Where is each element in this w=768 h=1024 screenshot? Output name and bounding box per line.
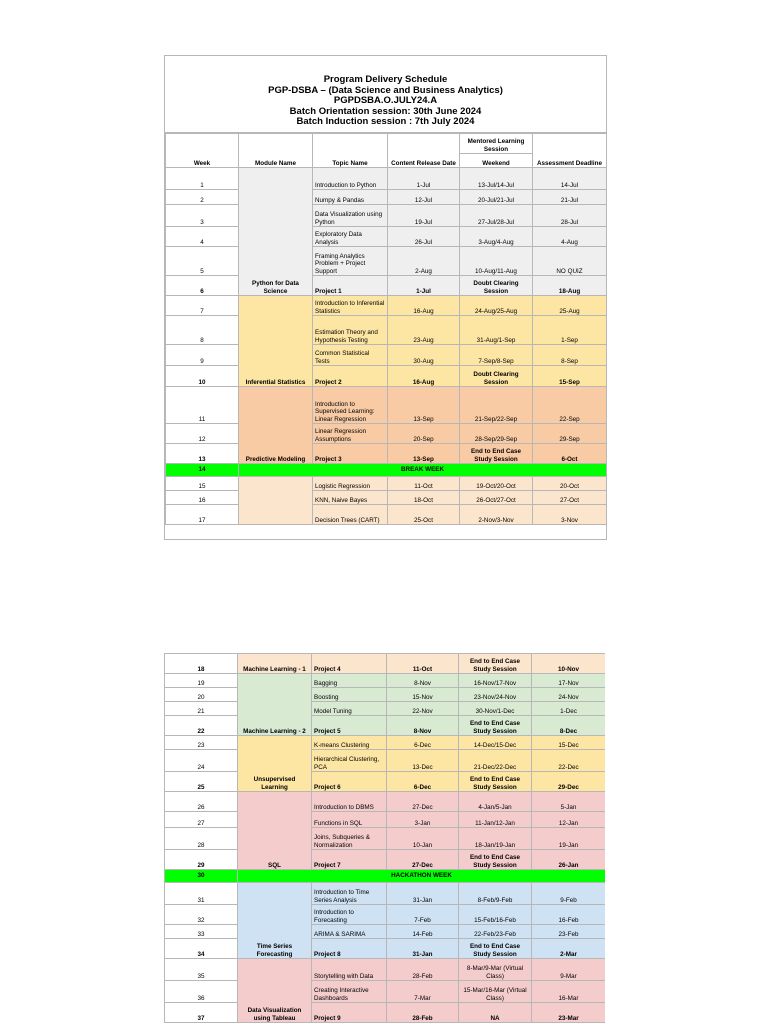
release-cell: 8-Nov xyxy=(387,674,459,688)
release-cell: 31-Jan xyxy=(387,939,459,959)
release-cell: 15-Nov xyxy=(387,688,459,702)
topic-cell: K-means Clustering xyxy=(312,736,387,750)
week-cell: 32 xyxy=(165,905,238,925)
module-ml1-continued xyxy=(239,477,313,525)
topic-cell: Storytelling with Data xyxy=(312,959,387,981)
hackathon-week-label: HACKATHON WEEK xyxy=(238,870,606,883)
weekend-cell: End to End Case Study Session xyxy=(460,444,533,464)
weekend-cell: 2-Nov/3-Nov xyxy=(460,505,533,525)
weekend-cell: 15-Mar/16-Mar (Virtual Class) xyxy=(459,981,532,1003)
deadline-cell: 22-Dec xyxy=(532,750,606,772)
module-unsupervised: Unsupervised Learning xyxy=(238,736,312,792)
topic-cell: Project 2 xyxy=(313,366,388,387)
release-cell: 6-Dec xyxy=(387,736,459,750)
release-cell: 20-Sep xyxy=(388,424,460,444)
deadline-cell: 20-Oct xyxy=(533,477,607,491)
week-cell: 16 xyxy=(166,491,239,505)
weekend-cell: 22-Feb/23-Feb xyxy=(459,925,532,939)
schedule-table-2 xyxy=(164,653,605,1023)
break-week-label: BREAK WEEK xyxy=(239,464,607,477)
deadline-cell: 12-Jan xyxy=(532,812,606,828)
release-cell: 7-Mar xyxy=(387,981,459,1003)
topic-cell: Common Statistical Tests xyxy=(313,345,388,366)
module-inferential: Inferential Statistics xyxy=(239,296,313,387)
release-cell: 11-Oct xyxy=(387,654,459,674)
deadline-cell: 27-Oct xyxy=(533,491,607,505)
schedule-title-block xyxy=(165,56,606,133)
week-cell: 5 xyxy=(166,247,239,276)
weekend-cell: Doubt Clearing Session xyxy=(460,276,533,296)
week-cell: 26 xyxy=(165,792,238,812)
release-cell: 1-Jul xyxy=(388,276,460,296)
release-cell: 22-Nov xyxy=(387,702,459,716)
deadline-cell: 21-Jul xyxy=(533,190,607,205)
weekend-cell: 8-Feb/9-Feb xyxy=(459,883,532,905)
deadline-cell: 1-Dec xyxy=(532,702,606,716)
topic-cell: Boosting xyxy=(312,688,387,702)
week-cell: 14 xyxy=(166,464,239,477)
weekend-cell: End to End Case Study Session xyxy=(459,772,532,792)
topic-cell: Introduction to Inferential Statistics xyxy=(313,296,388,316)
deadline-cell: 10-Nov xyxy=(532,654,606,674)
header-topic: Topic Name xyxy=(313,134,388,168)
title-line-2: PGP-DSBA – (Data Science and Business Analytics) xyxy=(268,84,503,96)
deadline-cell: 14-Jul xyxy=(533,168,607,190)
topic-cell: Project 5 xyxy=(312,716,387,736)
deadline-cell: 1-Sep xyxy=(533,316,607,345)
release-cell: 13-Sep xyxy=(388,444,460,464)
weekend-cell: 11-Jan/12-Jan xyxy=(459,812,532,828)
week-cell: 17 xyxy=(166,505,239,525)
weekend-cell: End to End Case Study Session xyxy=(459,850,532,870)
topic-cell: Hierarchical Clustering, PCA xyxy=(312,750,387,772)
header-release: Content Release Date xyxy=(388,134,460,168)
header-week: Week xyxy=(166,134,239,168)
header-mentored: Mentored Learning Session xyxy=(460,134,533,154)
week-cell: 4 xyxy=(166,227,239,247)
release-cell: 31-Jan xyxy=(387,883,459,905)
week-cell: 28 xyxy=(165,828,238,850)
topic-cell: Creating Interactive Dashboards xyxy=(312,981,387,1003)
week-cell: 9 xyxy=(166,345,239,366)
week-cell: 15 xyxy=(166,477,239,491)
title-line-5: Batch Induction session : 7th July 2024 xyxy=(296,116,475,128)
release-cell: 18-Oct xyxy=(388,491,460,505)
deadline-cell: 23-Feb xyxy=(532,925,606,939)
topic-cell: Framing Analytics Problem + Project Support xyxy=(313,247,388,276)
weekend-cell: 31-Aug/1-Sep xyxy=(460,316,533,345)
week-cell: 29 xyxy=(165,850,238,870)
title-line-3: PGPDSBA.O.JULY24.A xyxy=(333,95,438,107)
deadline-cell: 22-Sep xyxy=(533,387,607,424)
release-cell: 14-Feb xyxy=(387,925,459,939)
release-cell: 28-Feb xyxy=(387,959,459,981)
topic-cell: Introduction to Forecasting xyxy=(312,905,387,925)
deadline-cell: 29-Sep xyxy=(533,424,607,444)
week-cell: 35 xyxy=(165,959,238,981)
week-cell: 37 xyxy=(165,1003,238,1023)
deadline-cell: 6-Oct xyxy=(533,444,607,464)
week-cell: 19 xyxy=(165,674,238,688)
weekend-cell: End to End Case Study Session xyxy=(459,654,532,674)
schedule-page-1 xyxy=(164,55,607,540)
week-cell: 27 xyxy=(165,812,238,828)
topic-cell: Project 6 xyxy=(312,772,387,792)
week-cell: 33 xyxy=(165,925,238,939)
week-cell: 31 xyxy=(165,883,238,905)
topic-cell: Introduction to Time Series Analysis xyxy=(312,883,387,905)
deadline-cell: 26-Jan xyxy=(532,850,606,870)
weekend-cell: 20-Jul/21-Jul xyxy=(460,190,533,205)
week-cell: 20 xyxy=(165,688,238,702)
topic-cell: Project 7 xyxy=(312,850,387,870)
weekend-cell: 26-Oct/27-Oct xyxy=(460,491,533,505)
deadline-cell: 16-Feb xyxy=(532,905,606,925)
release-cell: 2-Aug xyxy=(388,247,460,276)
deadline-cell: 15-Dec xyxy=(532,736,606,750)
week-cell: 18 xyxy=(165,654,238,674)
release-cell: 28-Feb xyxy=(387,1003,459,1023)
topic-cell: Project 3 xyxy=(313,444,388,464)
deadline-cell: 9-Mar xyxy=(532,959,606,981)
topic-cell: Introduction to Supervised Learning: Linear Regression xyxy=(313,387,388,424)
release-cell: 12-Jul xyxy=(388,190,460,205)
topic-cell: Project 9 xyxy=(312,1003,387,1023)
release-cell: 16-Aug xyxy=(388,366,460,387)
release-cell: 30-Aug xyxy=(388,345,460,366)
release-cell: 23-Aug xyxy=(388,316,460,345)
weekend-cell: 21-Dec/22-Dec xyxy=(459,750,532,772)
weekend-cell: 4-Jan/5-Jan xyxy=(459,792,532,812)
deadline-cell: 18-Aug xyxy=(533,276,607,296)
module-time-series: Time Series Forecasting xyxy=(238,883,312,959)
topic-cell: ARIMA & SARIMA xyxy=(312,925,387,939)
topic-cell: Linear Regression Assumptions xyxy=(313,424,388,444)
weekend-cell: 10-Aug/11-Aug xyxy=(460,247,533,276)
deadline-cell: 25-Aug xyxy=(533,296,607,316)
topic-cell: Functions in SQL xyxy=(312,812,387,828)
topic-cell: Exploratory Data Analysis xyxy=(313,227,388,247)
week-cell: 3 xyxy=(166,205,239,227)
deadline-cell: 9-Feb xyxy=(532,883,606,905)
weekend-cell: End to End Case Study Session xyxy=(459,939,532,959)
weekend-cell: 30-Nov/1-Dec xyxy=(459,702,532,716)
release-cell: 1-Jul xyxy=(388,168,460,190)
release-cell: 8-Nov xyxy=(387,716,459,736)
weekend-cell: 24-Aug/25-Aug xyxy=(460,296,533,316)
release-cell: 27-Dec xyxy=(387,850,459,870)
week-cell: 12 xyxy=(166,424,239,444)
topic-cell: Numpy & Pandas xyxy=(313,190,388,205)
week-cell: 2 xyxy=(166,190,239,205)
topic-cell: Joins, Subqueries & Normalization xyxy=(312,828,387,850)
title-line-4: Batch Orientation session: 30th June 2024 xyxy=(289,105,482,117)
week-cell: 7 xyxy=(166,296,239,316)
release-cell: 25-Oct xyxy=(388,505,460,525)
module-python: Python for Data Science xyxy=(239,168,313,296)
weekend-cell: 23-Nov/24-Nov xyxy=(459,688,532,702)
release-cell: 6-Dec xyxy=(387,772,459,792)
release-cell: 26-Jul xyxy=(388,227,460,247)
schedule-page-2 xyxy=(164,653,605,1024)
release-cell: 3-Jan xyxy=(387,812,459,828)
weekend-cell: 14-Dec/15-Dec xyxy=(459,736,532,750)
release-cell: 13-Dec xyxy=(387,750,459,772)
week-cell: 8 xyxy=(166,316,239,345)
weekend-cell: 16-Nov/17-Nov xyxy=(459,674,532,688)
release-cell: 27-Dec xyxy=(387,792,459,812)
topic-cell: Model Tuning xyxy=(312,702,387,716)
deadline-cell: 15-Sep xyxy=(533,366,607,387)
week-cell: 34 xyxy=(165,939,238,959)
week-cell: 10 xyxy=(166,366,239,387)
week-cell: 23 xyxy=(165,736,238,750)
release-cell: 16-Aug xyxy=(388,296,460,316)
weekend-cell: 15-Feb/16-Feb xyxy=(459,905,532,925)
week-cell: 13 xyxy=(166,444,239,464)
week-cell: 25 xyxy=(165,772,238,792)
deadline-cell: 28-Jul xyxy=(533,205,607,227)
module-ml1: Machine Learning - 1 xyxy=(238,654,312,674)
schedule-table-1 xyxy=(165,133,607,525)
topic-cell: Bagging xyxy=(312,674,387,688)
weekend-cell: 7-Sep/8-Sep xyxy=(460,345,533,366)
release-cell: 19-Jul xyxy=(388,205,460,227)
week-cell: 11 xyxy=(166,387,239,424)
weekend-cell: Doubt Clearing Session xyxy=(460,366,533,387)
weekend-cell: 3-Aug/4-Aug xyxy=(460,227,533,247)
week-cell: 1 xyxy=(166,168,239,190)
topic-cell: Project 4 xyxy=(312,654,387,674)
header-weekend: Weekend xyxy=(460,154,533,168)
deadline-cell: 16-Mar xyxy=(532,981,606,1003)
deadline-cell: 8-Sep xyxy=(533,345,607,366)
deadline-cell: 8-Dec xyxy=(532,716,606,736)
deadline-cell: 23-Mar xyxy=(532,1003,606,1023)
weekend-cell: 8-Mar/9-Mar (Virtual Class) xyxy=(459,959,532,981)
topic-cell: Project 1 xyxy=(313,276,388,296)
week-cell: 24 xyxy=(165,750,238,772)
week-cell: 21 xyxy=(165,702,238,716)
week-cell: 22 xyxy=(165,716,238,736)
topic-cell: Introduction to Python xyxy=(313,168,388,190)
weekend-cell: 19-Oct/20-Oct xyxy=(460,477,533,491)
weekend-cell: 13-Jul/14-Jul xyxy=(460,168,533,190)
deadline-cell: 4-Aug xyxy=(533,227,607,247)
topic-cell: Logistic Regression xyxy=(313,477,388,491)
deadline-cell: 17-Nov xyxy=(532,674,606,688)
deadline-cell: 19-Jan xyxy=(532,828,606,850)
module-ml2: Machine Learning - 2 xyxy=(238,674,312,736)
topic-cell: Data Visualization using Python xyxy=(313,205,388,227)
release-cell: 7-Feb xyxy=(387,905,459,925)
topic-cell: KNN, Naive Bayes xyxy=(313,491,388,505)
deadline-cell: 2-Mar xyxy=(532,939,606,959)
deadline-cell: 24-Nov xyxy=(532,688,606,702)
title-line-1: Program Delivery Schedule xyxy=(323,74,448,85)
deadline-cell: 29-Dec xyxy=(532,772,606,792)
release-cell: 11-Oct xyxy=(388,477,460,491)
deadline-cell: 3-Nov xyxy=(533,505,607,525)
topic-cell: Decision Trees (CART) xyxy=(313,505,388,525)
header-module: Module Name xyxy=(239,134,313,168)
module-predictive: Predictive Modeling xyxy=(239,387,313,464)
module-data-viz: Data Visualization using Tableau xyxy=(238,959,312,1023)
header-deadline: Assessment Deadline xyxy=(533,134,607,168)
weekend-cell: 21-Sep/22-Sep xyxy=(460,387,533,424)
weekend-cell: 27-Jul/28-Jul xyxy=(460,205,533,227)
deadline-cell: 5-Jan xyxy=(532,792,606,812)
weekend-cell: 28-Sep/29-Sep xyxy=(460,424,533,444)
week-cell: 30 xyxy=(165,870,238,883)
deadline-cell: NO QUIZ xyxy=(533,247,607,276)
weekend-cell: End to End Case Study Session xyxy=(459,716,532,736)
week-cell: 6 xyxy=(166,276,239,296)
topic-cell: Estimation Theory and Hypothesis Testing xyxy=(313,316,388,345)
topic-cell: Project 8 xyxy=(312,939,387,959)
module-sql: SQL xyxy=(238,792,312,870)
release-cell: 13-Sep xyxy=(388,387,460,424)
weekend-cell: NA xyxy=(459,1003,532,1023)
release-cell: 10-Jan xyxy=(387,828,459,850)
weekend-cell: 18-Jan/19-Jan xyxy=(459,828,532,850)
topic-cell: Introduction to DBMS xyxy=(312,792,387,812)
week-cell: 36 xyxy=(165,981,238,1003)
